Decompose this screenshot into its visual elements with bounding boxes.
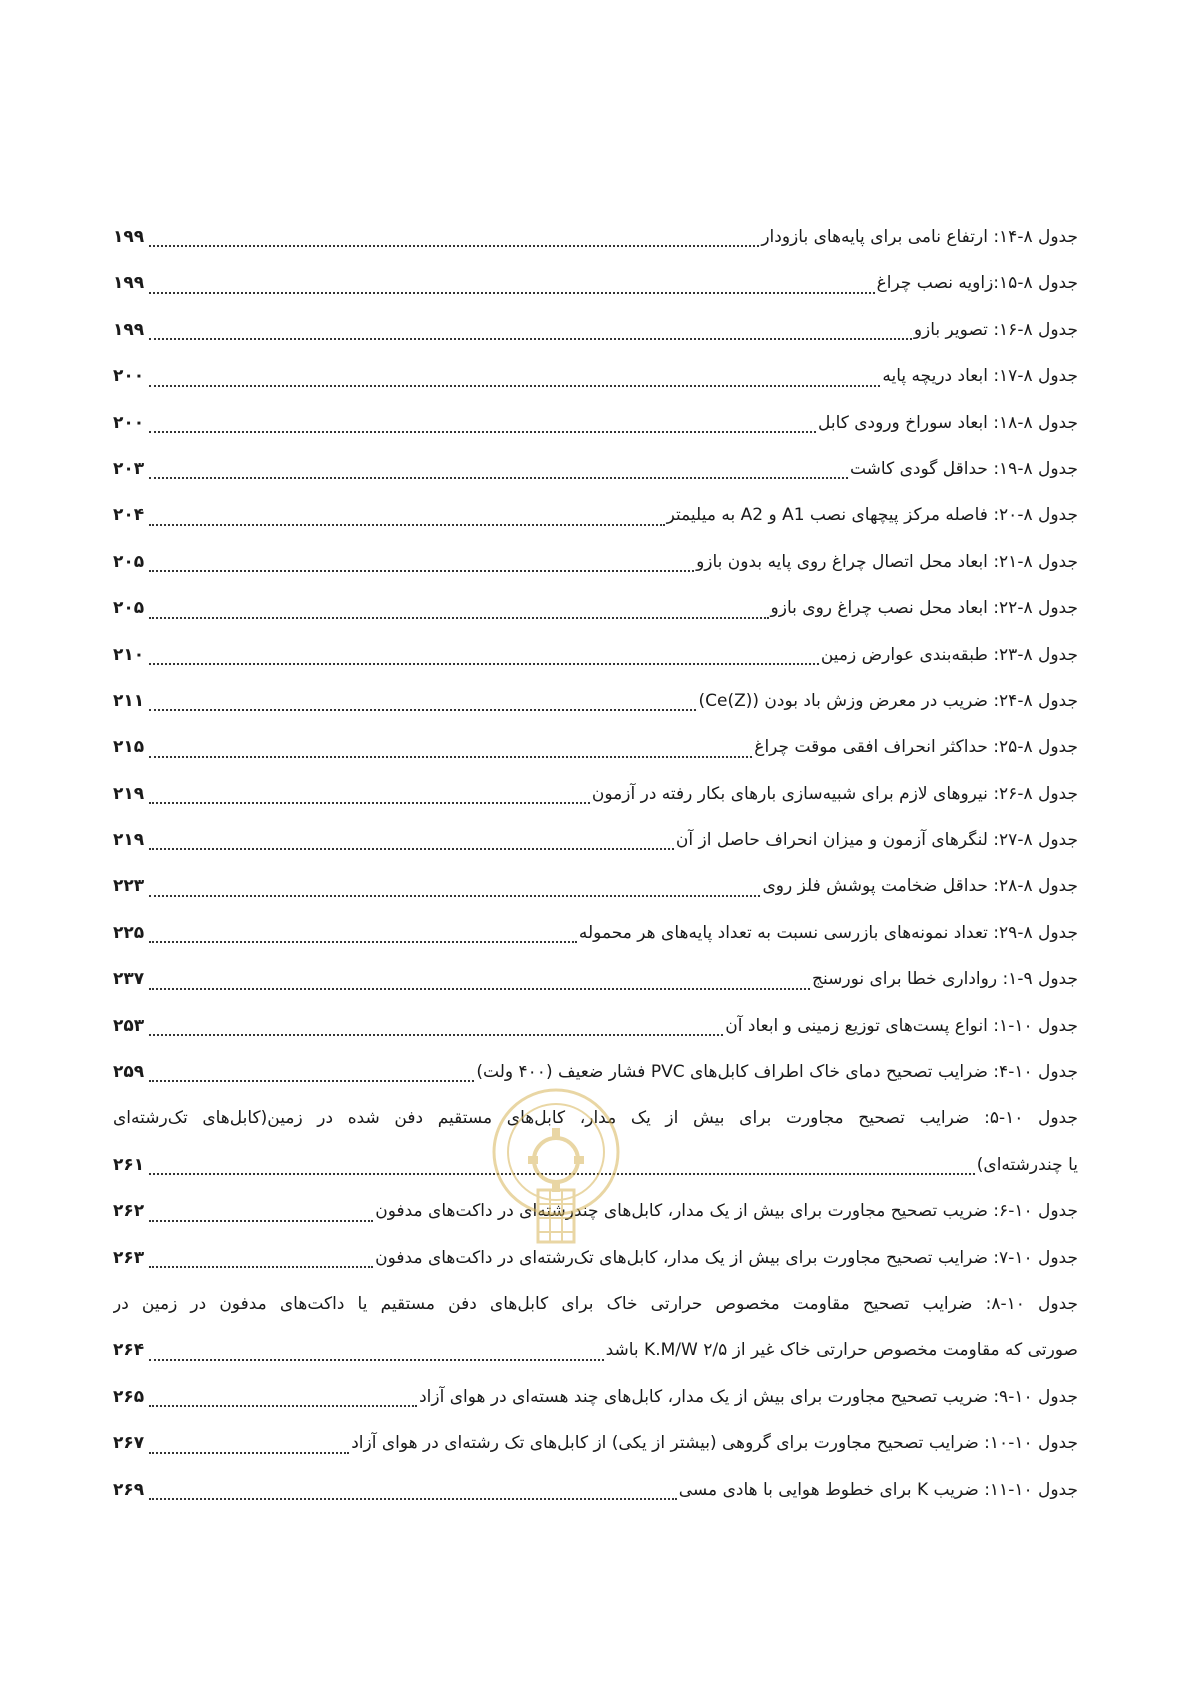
toc-entry-title: جدول ۸-۱۴: ارتفاع نامی برای پایه‌های بازودار [761,226,1078,247]
toc-page-number: ۲۲۳ [113,876,145,897]
toc-page-number: ۲۱۹ [113,783,145,804]
toc-entry[interactable] [113,585,1078,631]
toc-page-number: ۲۰۰ [113,412,145,433]
toc-entry[interactable] [113,956,1078,1002]
toc-entry-line2 [113,1142,1078,1188]
toc-entry-title: یا چندرشته‌ای) [976,1154,1078,1175]
dot-leader [149,895,760,897]
dot-leader [149,848,674,850]
toc-entry[interactable] [113,492,1078,538]
toc-entry-title: جدول ۱۰-۱۱: ضریب K برای خطوط هوایی با هادی مسی [678,1479,1078,1500]
toc-entry-title: جدول ۸-۲۳: طبقه‌بندی عوارض زمین [820,644,1078,665]
toc-entry-title: جدول ۸-۲۲: ابعاد محل نصب چراغ روی بازو [770,598,1078,619]
toc-entry-title: جدول ۱۰-۷: ضرایب تصحیح مجاورت برای بیش از یک مدار، کابل‌های تک‌رشته‌ای در داکت‌های مدفون [375,1247,1078,1268]
toc-entry-title: جدول ۸-۲۰: فاصله مرکز پیچهای نصب A1 و A2 به میلیمتر [666,505,1078,526]
toc-entry-title: جدول ۸-۲۸: حداقل ضخامت پوشش فلز روی [762,876,1078,897]
dot-leader [149,663,819,665]
toc-page-number: ۲۶۴ [113,1340,145,1361]
toc-entry[interactable] [113,1235,1078,1281]
dot-leader [149,245,759,247]
dot-leader [149,1452,349,1454]
toc-page-number: ۲۰۰ [113,366,145,387]
toc-page-number: ۲۵۳ [113,1015,145,1036]
toc-page-number: ۲۱۱ [113,690,145,711]
toc-entry[interactable] [113,1374,1078,1420]
toc-entry[interactable] [113,678,1078,724]
toc-entry[interactable] [113,539,1078,585]
toc-entry[interactable] [113,1095,1078,1188]
toc-entry-title: جدول ۱۰-۹: ضریب تصحیح مجاورت برای بیش از یک مدار، کابل‌های چند هسته‌ای در هوای آزاد [419,1386,1078,1407]
toc-page-number: ۲۶۱ [113,1154,145,1175]
toc-page-number: ۲۰۴ [113,505,145,526]
toc-entry[interactable] [113,771,1078,817]
toc-entry[interactable] [113,724,1078,770]
toc-entry[interactable] [113,400,1078,446]
toc-entry-title: جدول ۸-۲۶: نیروهای لازم برای شبیه‌سازی بارهای بکار رفته در آزمون [591,783,1078,804]
toc-page-number: ۲۶۳ [113,1247,145,1268]
dot-leader [149,570,694,572]
toc-entry-title: جدول ۸-۲۹: تعداد نمونه‌های بازرسی نسبت به تعداد پایه‌های هر محموله [578,922,1078,943]
toc-page-number: ۲۵۹ [113,1062,145,1083]
toc-entry-title-line1: جدول ۱۰-۵: ضرایب تصحیح مجاورت برای بیش از یک مدار، کابل‌های مستقیم دفن شده در زمین(کابل‌های تک‌رشته‌ای [113,1108,1078,1129]
dot-leader [149,338,912,340]
toc-page-number: ۲۶۵ [113,1386,145,1407]
toc-entry-title: جدول ۸-۱۵:زاویه نصب چراغ [876,273,1078,294]
dot-leader [149,524,665,526]
dot-leader [149,941,577,943]
dot-leader [149,431,816,433]
toc-entry[interactable] [113,632,1078,678]
toc-page-number: ۱۹۹ [113,319,145,340]
dot-leader [149,617,769,619]
toc-page-number: ۲۶۹ [113,1479,145,1500]
toc-entry[interactable] [113,307,1078,353]
toc-entry-title: جدول ۱۰-۴: ضرایب تصحیح دمای خاک اطراف کابل‌های PVC فشار ضعیف (۴۰۰ ولت) [476,1062,1078,1083]
toc-entry[interactable] [113,1281,1078,1374]
dot-leader [149,1266,373,1268]
dot-leader [149,1405,417,1407]
toc-page-number: ۲۳۷ [113,969,145,990]
toc-entry[interactable] [113,1188,1078,1234]
toc-entry-title: جدول ۱۰-۱: انواع پست‌های توزیع زمینی و ابعاد آن [725,1015,1078,1036]
toc-entry[interactable] [113,863,1078,909]
toc-entry-title: جدول ۸-۲۴: ضریب در معرض وزش باد بودن (Ce(Z)) [698,690,1078,711]
dot-leader [149,1220,373,1222]
toc-entry[interactable] [113,446,1078,492]
toc-list [113,214,1078,1513]
dot-leader [149,385,880,387]
toc-entry[interactable] [113,1467,1078,1513]
dot-leader [149,988,810,990]
toc-page-number: ۲۰۵ [113,598,145,619]
toc-entry-title: جدول ۸-۱۶: تصویر بازو [913,319,1078,340]
dot-leader [149,1034,723,1036]
toc-entry-title: جدول ۱۰-۱۰: ضرایب تصحیح مجاورت برای گروهی (بیشتر از یکی) از کابل‌های تک رشته‌ای در هوای آزاد [351,1433,1078,1454]
toc-entry-title: جدول ۸-۱۹: حداقل گودی کاشت [849,458,1078,479]
toc-entry-title-line1: جدول ۱۰-۸: ضرایب تصحیح مقاومت مخصوص حرارتی خاک برای کابل‌های دفن مستقیم یا داکت‌های مدفون در زمین در [113,1293,1078,1314]
dot-leader [149,802,590,804]
toc-page-number: ۲۲۵ [113,922,145,943]
toc-page-number: ۲۱۵ [113,737,145,758]
toc-entry[interactable] [113,1049,1078,1095]
toc-entry[interactable] [113,214,1078,260]
dot-leader [149,1359,604,1361]
toc-entry-line2 [113,1327,1078,1373]
dot-leader [149,1173,975,1175]
dot-leader [149,756,752,758]
toc-page-number: ۲۶۷ [113,1433,145,1454]
dot-leader [149,1080,474,1082]
toc-entry[interactable] [113,910,1078,956]
toc-page-number: ۲۱۹ [113,830,145,851]
toc-entry[interactable] [113,260,1078,306]
toc-page-number: ۲۶۲ [113,1201,145,1222]
toc-entry-title: جدول ۸-۱۷: ابعاد دریچه پایه [882,366,1078,387]
toc-page-number: ۱۹۹ [113,273,145,294]
toc-entry-title: جدول ۸-۲۱: ابعاد محل اتصال چراغ روی پایه بدون بازو [696,551,1078,572]
dot-leader [149,292,875,294]
toc-entry[interactable] [113,1420,1078,1466]
toc-entry[interactable] [113,353,1078,399]
toc-entry-title: جدول ۹-۱: رواداری خطا برای نورسنج [812,969,1078,990]
toc-entry-title: صورتی که مقاومت مخصوص حرارتی خاک غیر از ۲/۵ K.M/W باشد [605,1340,1078,1361]
toc-entry-title: جدول ۱۰-۶: ضریب تصحیح مجاورت برای بیش از یک مدار، کابل‌های چندرشته‌ای در داکت‌های مدفون [375,1201,1078,1222]
dot-leader [149,1498,677,1500]
toc-entry[interactable] [113,817,1078,863]
toc-entry-title: جدول ۸-۱۸: ابعاد سوراخ ورودی کابل [817,412,1078,433]
toc-page-number: ۲۱۰ [113,644,145,665]
toc-page-number: ۱۹۹ [113,226,145,247]
toc-page-number: ۲۰۳ [113,458,145,479]
toc-entry-title: جدول ۸-۲۵: حداکثر انحراف افقی موقت چراغ [754,737,1078,758]
dot-leader [149,477,848,479]
toc-entry-title: جدول ۸-۲۷: لنگرهای آزمون و میزان انحراف حاصل از آن [675,830,1078,851]
dot-leader [149,709,696,711]
toc-page-number: ۲۰۵ [113,551,145,572]
toc-entry[interactable] [113,1003,1078,1049]
